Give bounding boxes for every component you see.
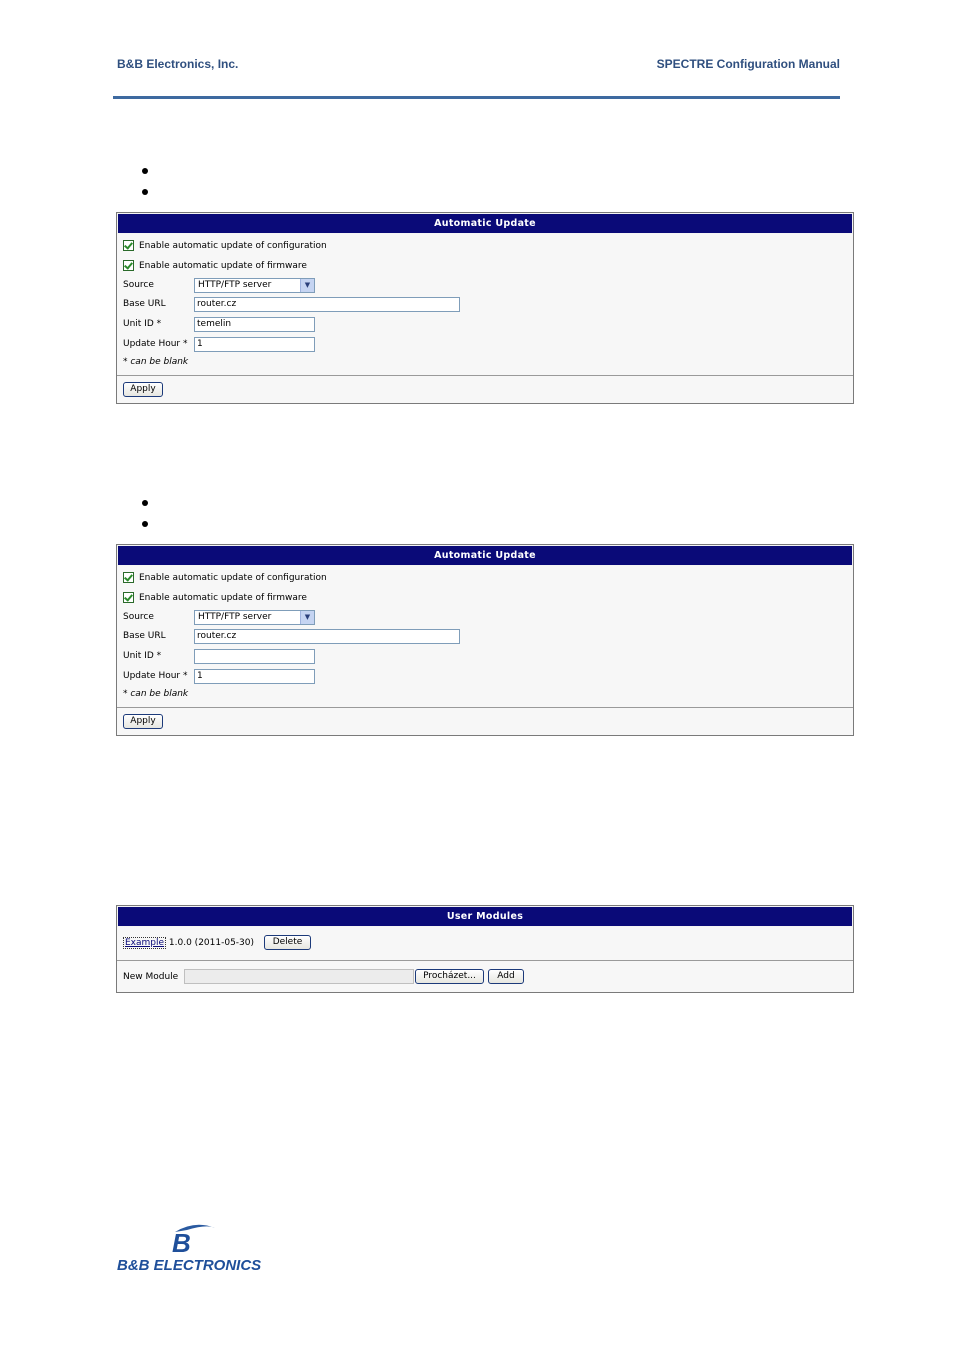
automatic-update-panel-2 — [116, 544, 854, 736]
source-select[interactable] — [194, 610, 315, 625]
checkbox-checked-icon[interactable] — [123, 572, 134, 583]
bullet — [142, 168, 148, 174]
bullet — [142, 189, 148, 195]
checkbox-checked-icon[interactable] — [123, 592, 134, 603]
apply-button[interactable]: Apply — [123, 714, 163, 729]
automatic-update-panel-1 — [116, 212, 854, 404]
header-company: B&B Electronics, Inc. — [117, 57, 239, 71]
add-button[interactable]: Add — [488, 969, 524, 984]
bullet — [142, 521, 148, 527]
unit-id-label: Unit ID * — [123, 651, 162, 661]
panel-body — [117, 234, 853, 375]
header-manual-title: SPECTRE Configuration Manual — [656, 57, 840, 71]
enable-firmware-update-label: Enable automatic update of firmware — [139, 261, 307, 271]
enable-firmware-update-row[interactable] — [123, 590, 307, 606]
source-select[interactable] — [194, 278, 315, 293]
new-module-row — [117, 961, 853, 992]
base-url-input[interactable]: router.cz — [194, 297, 460, 312]
update-hour-label: Update Hour * — [123, 671, 188, 681]
chevron-down-icon: ▼ — [300, 279, 314, 292]
source-select-value: HTTP/FTP server — [198, 280, 272, 290]
base-url-label: Base URL — [123, 299, 166, 309]
user-modules-panel — [116, 905, 854, 993]
company-logo — [117, 1222, 317, 1274]
browse-button[interactable]: Procházet... — [415, 969, 484, 984]
header-rule — [113, 96, 840, 99]
logo-mark: B — [172, 1228, 191, 1258]
delete-button[interactable]: Delete — [264, 935, 311, 950]
module-list — [117, 927, 853, 961]
bullet — [142, 500, 148, 506]
panel-title: User Modules — [118, 907, 852, 926]
panel-footer — [117, 375, 853, 403]
module-row — [123, 935, 254, 951]
update-hour-input[interactable]: 1 — [194, 669, 315, 684]
update-hour-input[interactable]: 1 — [194, 337, 315, 352]
checkbox-checked-icon[interactable] — [123, 240, 134, 251]
enable-config-update-row[interactable] — [123, 570, 327, 586]
enable-firmware-update-row[interactable] — [123, 258, 307, 274]
module-version: 1.0.0 (2011-05-30) — [168, 938, 255, 948]
module-link[interactable]: Example — [125, 938, 165, 948]
enable-config-update-row[interactable] — [123, 238, 327, 254]
panel-title: Automatic Update — [118, 214, 852, 233]
enable-firmware-update-label: Enable automatic update of firmware — [139, 593, 307, 603]
source-label: Source — [123, 280, 154, 290]
unit-id-label: Unit ID * — [123, 319, 162, 329]
blank-note: * can be blank — [123, 689, 189, 699]
panel-footer — [117, 707, 853, 735]
new-module-label: New Module — [123, 972, 179, 982]
enable-config-update-label: Enable automatic update of configuration — [139, 241, 327, 251]
enable-config-update-label: Enable automatic update of configuration — [139, 573, 327, 583]
source-label: Source — [123, 612, 154, 622]
panel-body — [117, 566, 853, 707]
chevron-down-icon: ▼ — [300, 611, 314, 624]
base-url-label: Base URL — [123, 631, 166, 641]
logo-text: B&B ELECTRONICS — [117, 1257, 262, 1274]
source-select-value: HTTP/FTP server — [198, 612, 272, 622]
update-hour-label: Update Hour * — [123, 339, 188, 349]
blank-note: * can be blank — [123, 357, 189, 367]
unit-id-input[interactable]: temelin — [194, 317, 315, 332]
panel-title: Automatic Update — [118, 546, 852, 565]
checkbox-checked-icon[interactable] — [123, 260, 134, 271]
module-file-input[interactable] — [184, 969, 414, 984]
apply-button[interactable]: Apply — [123, 382, 163, 397]
unit-id-input[interactable] — [194, 649, 315, 664]
base-url-input[interactable]: router.cz — [194, 629, 460, 644]
